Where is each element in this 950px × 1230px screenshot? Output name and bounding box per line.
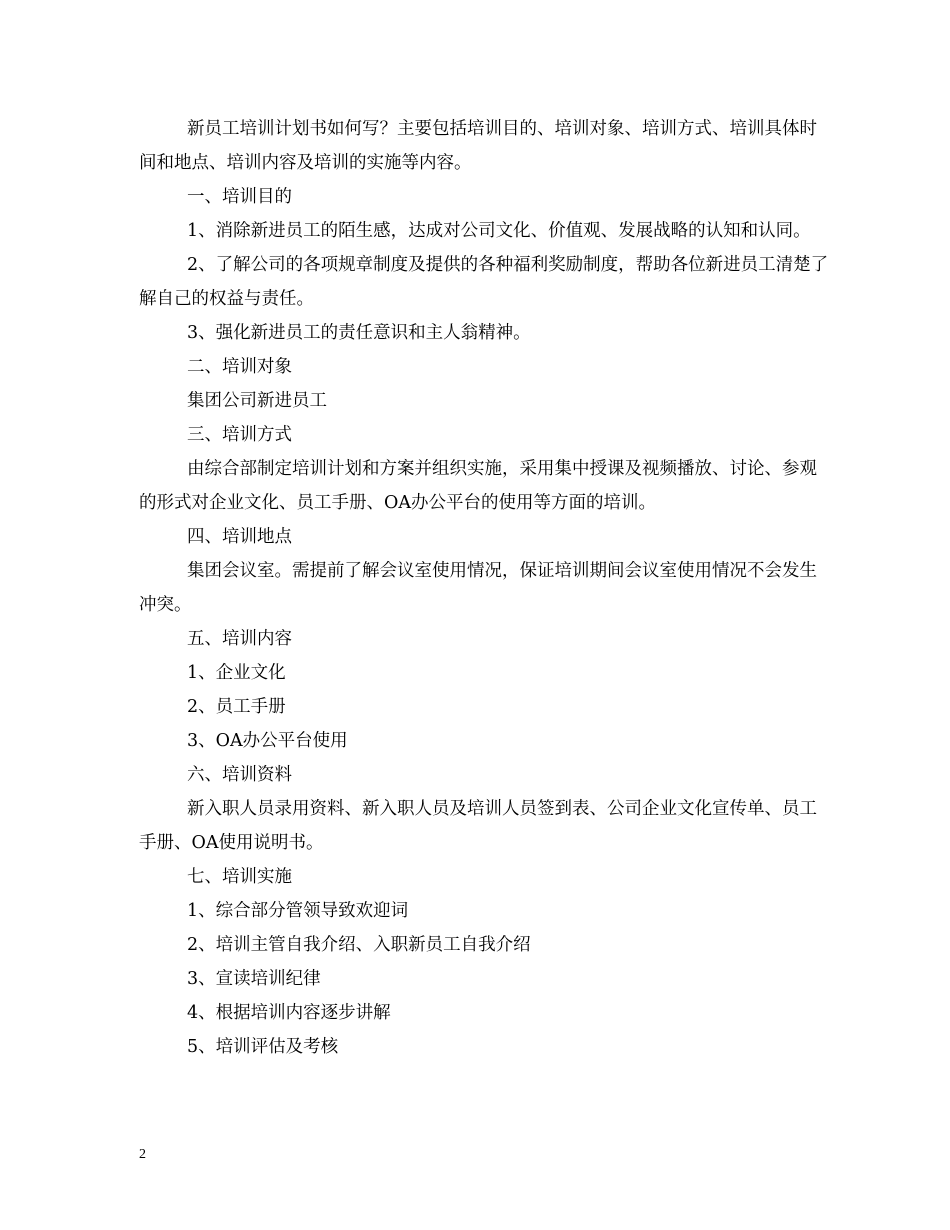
purpose-item-1: 1、消除新进员工的陌生感，达成对公司文化、价值观、发展战略的认知和认同。 [187,221,811,241]
section-heading-purpose: 一、培训目的 [187,187,292,207]
audience-text: 集团公司新进员工 [187,391,327,411]
intro-paragraph: 新员工培训计划书如何写？主要包括培训目的、培训对象、培训方式、培训具体时间和地点、培训内容及培训的实施等内容。 [139,119,817,173]
section-heading-audience: 二、培训对象 [187,357,292,377]
content-item-1: 1、企业文化 [187,663,286,683]
implementation-item-1: 1、综合部分管领导致欢迎词 [187,901,409,921]
section-heading-content: 五、培训内容 [187,629,292,649]
section-heading-method: 三、培训方式 [187,425,292,445]
implementation-item-3: 3、宣读培训纪律 [187,969,321,989]
method-text: 由综合部制定培训计划和方案并组织实施，采用集中授课及视频播放、讨论、参观的形式对企业文化、员工手册、OA办公平台的使用等方面的培训。 [139,459,817,513]
page-number: 2 [139,1147,146,1162]
document-body [139,112,829,1064]
purpose-item-2: 2、了解公司的各项规章制度及提供的各种福利奖励制度，帮助各位新进员工清楚了解自己的权益与责任。 [139,255,829,309]
implementation-item-5: 5、培训评估及考核 [187,1037,339,1057]
section-heading-implementation: 七、培训实施 [187,867,292,887]
materials-text: 新入职人员录用资料、新入职人员及培训人员签到表、公司企业文化宣传单、员工手册、OA使用说明书。 [139,799,817,853]
implementation-item-2: 2、培训主管自我介绍、入职新员工自我介绍 [187,935,531,955]
purpose-item-3: 3、强化新进员工的责任意识和主人翁精神。 [187,323,531,343]
section-heading-location: 四、培训地点 [187,527,292,547]
location-text: 集团会议室。需提前了解会议室使用情况，保证培训期间会议室使用情况不会发生冲突。 [139,561,817,615]
content-item-3: 3、OA办公平台使用 [187,731,348,751]
section-heading-materials: 六、培训资料 [187,765,292,785]
implementation-item-4: 4、根据培训内容逐步讲解 [187,1003,391,1023]
content-item-2: 2、员工手册 [187,697,286,717]
